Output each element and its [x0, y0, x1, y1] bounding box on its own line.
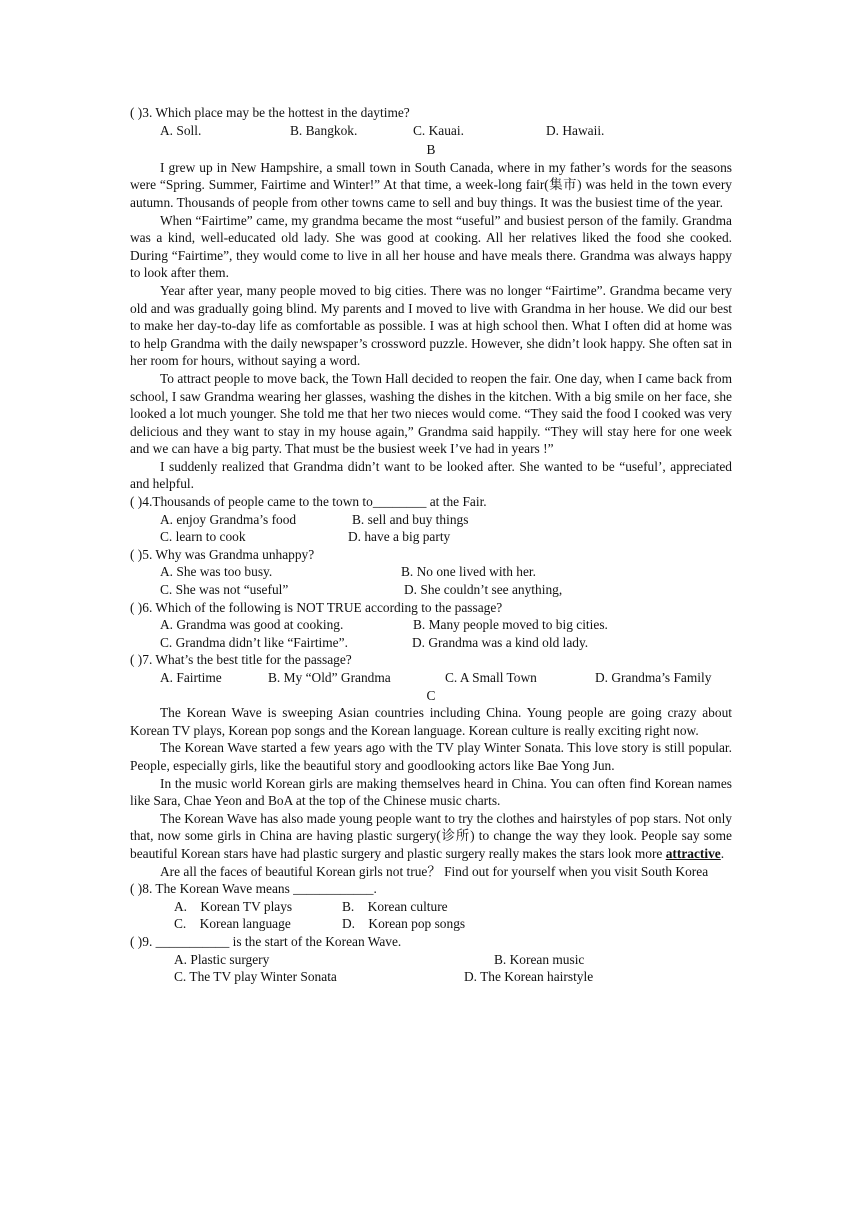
- passage-c-paragraph: The Korean Wave is sweeping Asian countries including China. Young people are going crazy about Korean TV plays, Korean pop songs and the Korean language. Korean culture is really exciting right now.: [130, 705, 732, 738]
- question-9-options-row2: [130, 968, 732, 986]
- q9-option-c: C. The TV play Winter Sonata: [174, 969, 337, 985]
- question-5-options-row1: [130, 563, 732, 581]
- q5-option-c: C. She was not “useful”: [160, 582, 289, 598]
- q3-option-c: C. Kauai.: [413, 122, 464, 138]
- passage-b-paragraph: I suddenly realized that Grandma didn’t want to be looked after. She wanted to be “useful’, appreciated and helpful.: [130, 458, 732, 492]
- question-6-stem: ( )6. Which of the following is NOT TRUE according to the passage?: [130, 599, 503, 615]
- question-5: [130, 546, 732, 564]
- q7-option-a: A. Fairtime: [160, 670, 222, 685]
- question-3-stem: ( )3. Which place may be the hottest in the daytime?: [130, 105, 410, 120]
- section-b-heading: B: [426, 142, 436, 158]
- q8-option-b: B. Korean culture: [342, 898, 448, 914]
- passage-c-paragraph-attractive: [130, 810, 732, 863]
- passage-b-paragraph: Year after year, many people moved to big cities. There was no longer “Fairtime”. Grandma became very old and was gradually going blind. My parents and I moved to live with Grandma in her house. We did our best to make her day-to-day life as comfortable as possible. I was at high school then. What I often did at home was to help Grandma with the daily newspaper’s crossword puzzle. However, she didn’t look happy. She often sat in her room for hours, without saying a word.: [130, 282, 732, 369]
- question-7-options: [130, 669, 732, 687]
- question-8-options-row2: [130, 915, 732, 933]
- q7-option-d: D. Grandma’s Family: [595, 670, 712, 685]
- passage-c-paragraph: The Korean Wave started a few years ago with the TV play Winter Sonata. This love story is still popular. People, especially girls, like the beautiful story and goodlooking actors like Bae Yong Jun.: [130, 740, 732, 773]
- question-8-stem: ( )8. The Korean Wave means ____________.: [130, 881, 377, 897]
- q5-option-d: D. She couldn’t see anything,: [404, 582, 563, 598]
- exam-page: [130, 104, 732, 986]
- question-6-options-row2: [130, 634, 732, 652]
- question-3: [130, 104, 732, 122]
- question-8-options-row1: [130, 898, 732, 916]
- q8-option-d: D. Korean pop songs: [342, 916, 466, 932]
- passage-c-paragraph: Are all the faces of beautiful Korean girls not true？ Find out for yourself when you visit South Korea: [160, 863, 709, 879]
- q9-option-d: D. The Korean hairstyle: [464, 969, 594, 985]
- question-5-stem: ( )5. Why was Grandma unhappy?: [130, 546, 315, 562]
- q6-option-a: A. Grandma was good at cooking.: [160, 617, 344, 633]
- question-4-stem: ( )4.Thousands of people came to the town to________ at the Fair.: [130, 494, 487, 510]
- q6-option-b: B. Many people moved to big cities.: [413, 617, 608, 633]
- passage-c-p4-end: .: [720, 845, 725, 861]
- question-5-options-row2: [130, 581, 732, 599]
- question-7-stem: ( )7. What’s the best title for the passage?: [130, 652, 352, 668]
- question-4: [130, 493, 732, 511]
- q3-option-b: B. Bangkok.: [290, 122, 358, 138]
- q9-option-a: A. Plastic surgery: [174, 951, 270, 967]
- q6-option-d: D. Grandma was a kind old lady.: [412, 634, 589, 650]
- question-4-options-row1: [130, 511, 732, 529]
- question-3-options: [130, 122, 732, 140]
- passage-b-paragraph: To attract people to move back, the Town Hall decided to reopen the fair. One day, when I came back from school, I saw Grandma wearing her glasses, washing the dishes in the kitchen. With a big smile on her face, she looked a lot much younger. She told me that her two nieces would come. “They said the food I cooked was very delicious and they want to stay in my house again,” Grandma said happily. “They will stay here for one week and we can have a big party. That must be the busiest week I’ve had in years !”: [130, 370, 732, 457]
- q5-option-a: A. She was too busy.: [160, 564, 273, 580]
- question-9: [130, 933, 732, 951]
- passage-c-paragraph: In the music world Korean girls are making themselves heard in China. You can often find Korean names like Sara, Chae Yeon and BoA at the top of the Chinese music charts.: [130, 775, 732, 809]
- section-c-heading: C: [426, 687, 436, 703]
- question-4-options-row2: [130, 528, 732, 546]
- question-9-stem: ( )9. ___________ is the start of the Korean Wave.: [130, 933, 402, 949]
- q9-option-b: B. Korean music: [494, 951, 585, 967]
- q4-option-b: B. sell and buy things: [352, 511, 469, 527]
- q3-option-a: A. Soll.: [160, 122, 202, 138]
- q6-option-c: C. Grandma didn’t like “Fairtime”.: [160, 634, 348, 650]
- passage-b-paragraph: I grew up in New Hampshire, a small town in South Canada, where in my father’s words for the seasons were “Spring. Summer, Fairtime and Winter!” At that time, a week-long fair(集市) was held in the town every autumn. Thousands of people from other towns came to sell and buy things. It was the busiest time of the year.: [130, 159, 732, 210]
- passage-b-paragraph: When “Fairtime” came, my grandma became the most “useful” and busiest person of the family. Grandma was a kind, well-educated old lady. She was good at cooking. All her relatives liked the food she cooked. During “Fairtime”, they would come to live in all her house and have meals there. Grandma was always happy to look after them.: [130, 212, 732, 281]
- question-8: [130, 880, 732, 898]
- question-6: [130, 599, 732, 617]
- q4-option-a: A. enjoy Grandma’s food: [160, 511, 297, 527]
- q8-option-a: A. Korean TV plays: [174, 898, 293, 914]
- q8-option-c: C. Korean language: [174, 916, 291, 932]
- question-6-options-row1: [130, 616, 732, 634]
- q4-option-d: D. have a big party: [348, 529, 451, 545]
- q7-option-c: C. A Small Town: [445, 670, 537, 685]
- question-7: [130, 651, 732, 669]
- q7-option-b: B. My “Old” Grandma: [268, 670, 391, 685]
- question-9-options-row1: [130, 951, 732, 969]
- q4-option-c: C. learn to cook: [160, 529, 246, 545]
- q5-option-b: B. No one lived with her.: [401, 564, 537, 580]
- keyword-attractive: attractive: [665, 845, 721, 861]
- passage-c-p4-text: The Korean Wave has also made young people want to try the clothes and hairstyles of pop stars. Not only that, now some girls in China are having plastic surgery(诊所) to change the way they look. People say some beautiful Korean stars have had plastic surgery and plastic surgery really makes the stars look more: [130, 810, 732, 861]
- q3-option-d: D. Hawaii.: [546, 122, 605, 138]
